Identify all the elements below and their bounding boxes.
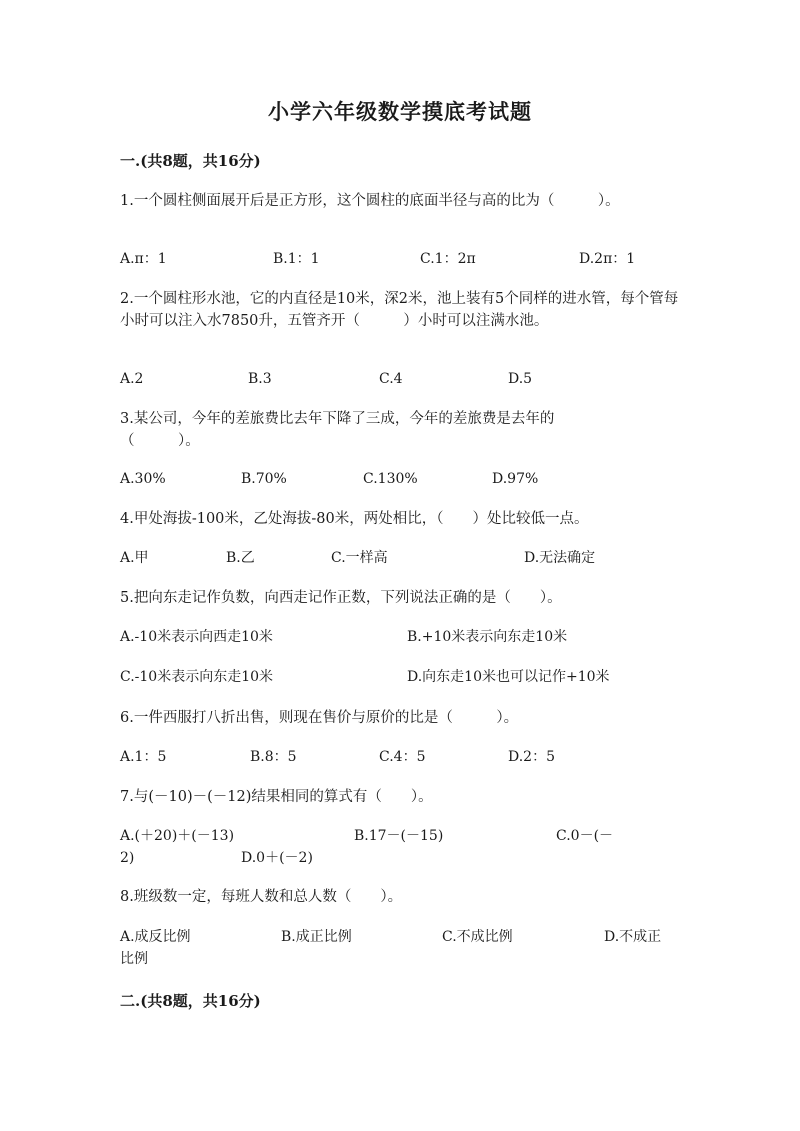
option-a: A.1：5 xyxy=(120,749,167,765)
option-d: D.5 xyxy=(508,371,533,387)
option-a: A.30% xyxy=(120,471,166,487)
question-4-options xyxy=(120,547,680,571)
option-d: D.向东走10米也可以记作+10米 xyxy=(407,669,610,685)
section-heading-2: 二.(共8题，共16分) xyxy=(120,992,261,1010)
question-2-options xyxy=(120,368,680,392)
section-heading-1: 一.(共8题，共16分) xyxy=(120,152,261,170)
question-6: 6.一件西服打八折出售，则现在售价与原价的比是（ ）。 xyxy=(120,710,519,726)
option-b: B.8：5 xyxy=(250,749,297,765)
question-4: 4.甲处海拔-100米，乙处海拔-80米，两处相比，（ ）处比较低一点。 xyxy=(120,511,589,527)
question-2: 2.一个圆柱形水池，它的内直径是10米，深2米，池上装有5个同样的进水管，每个管每小时可以注入水7850升，五管齐开（ ）小时可以注满水池。 xyxy=(120,291,679,329)
option-c: C.4：5 xyxy=(379,749,426,765)
option-a: A.-10米表示向西走10米 xyxy=(120,629,273,645)
option-c: C.-10米表示向东走10米 xyxy=(120,669,274,685)
option-d: D.2π：1 xyxy=(579,251,636,267)
option-a: A.甲 xyxy=(120,550,149,566)
option-d: D.无法确定 xyxy=(524,550,596,566)
question-8: 8.班级数一定，每班人数和总人数（ ）。 xyxy=(120,889,403,905)
option-b: B.3 xyxy=(248,371,272,387)
question-3: 3.某公司，今年的差旅费比去年下降了三成，今年的差旅费是去年的（ ）。 xyxy=(120,411,555,449)
option-b: B.乙 xyxy=(226,550,255,566)
option-c: C.一样高 xyxy=(331,550,388,566)
option-a: A.成反比例 xyxy=(120,929,191,945)
question-8-options xyxy=(120,926,680,972)
option-b: B.1：1 xyxy=(273,251,320,267)
question-7: 7.与(－10)－(－12)结果相同的算式有（ ）。 xyxy=(120,789,433,805)
option-c: C.不成比例 xyxy=(442,929,513,945)
option-d: D.0＋(－2) xyxy=(241,850,313,866)
question-1-options xyxy=(120,248,680,272)
option-b: B.+10米表示向东走10米 xyxy=(407,629,568,645)
option-d-line1: D.不成正 xyxy=(604,929,662,945)
option-c: C.1：2π xyxy=(420,251,476,267)
question-6-options xyxy=(120,746,680,770)
question-5-options-row2 xyxy=(120,666,680,690)
option-c-continued: 2) xyxy=(120,850,135,866)
question-5-options-row1 xyxy=(120,626,680,650)
option-a: A.2 xyxy=(120,371,144,387)
question-7-options xyxy=(120,825,680,871)
option-c: C.4 xyxy=(379,371,403,387)
question-1: 1.一个圆柱侧面展开后是正方形，这个圆柱的底面半径与高的比为（ ）。 xyxy=(120,193,620,209)
option-d: D.97% xyxy=(492,471,539,487)
question-5: 5.把向东走记作负数，向西走记作正数，下列说法正确的是（ ）。 xyxy=(120,590,562,606)
option-c: C.130% xyxy=(363,471,418,487)
option-d: D.2：5 xyxy=(508,749,555,765)
option-c: C.0－(－ xyxy=(556,828,614,844)
option-b: B.70% xyxy=(241,471,287,487)
option-b: B.成正比例 xyxy=(281,929,352,945)
option-a: A.(＋20)＋(－13) xyxy=(120,828,235,844)
option-a: A.π：1 xyxy=(120,251,167,267)
question-3-options xyxy=(120,468,680,492)
option-d-line2: 比例 xyxy=(120,951,148,967)
option-b: B.17－(－15) xyxy=(354,828,444,844)
page-title: 小学六年级数学摸底考试题 xyxy=(268,99,532,124)
